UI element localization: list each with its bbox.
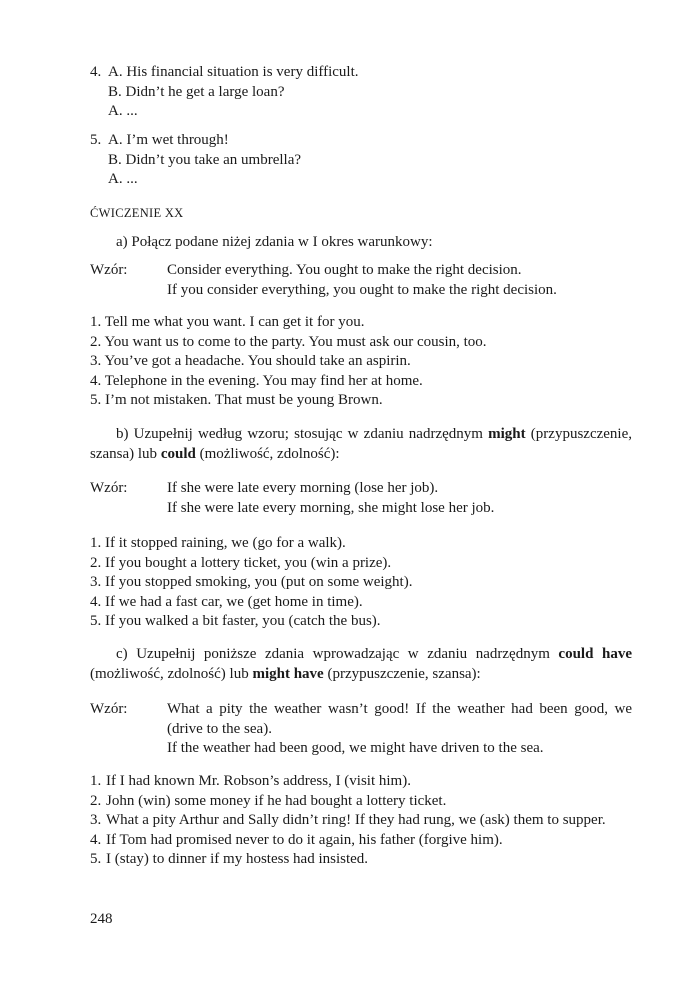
instruction-b: b) Uzupełnij według wzoru; stosując w zdaniu nadrzędnym might (przypuszczenie, szansa) lub could (możliwość, zdolność): — [90, 426, 632, 462]
dialogue-line: A. ... — [108, 103, 138, 119]
example-label: Wzór: — [90, 262, 128, 278]
dialogue-line: B. Didn’t you take an umbrella? — [108, 151, 302, 168]
list-item: 4. If we had a fast car, we (get home in time). — [90, 593, 363, 610]
item-number: 5. — [90, 851, 102, 867]
dialogue-4 — [90, 63, 359, 122]
list-item: 2. You want us to come to the party. You must ask our cousin, too. — [90, 333, 487, 350]
item-number: 3. — [90, 812, 102, 828]
example-line: If she were late every morning, she might lose her job. — [167, 499, 495, 516]
item-text: If I had known Mr. Robson’s address, I (visit him). — [106, 773, 411, 789]
exercise-list-b — [90, 534, 632, 632]
list-item: 5. I’m not mistaken. That must be young Brown. — [90, 392, 383, 408]
exercise-heading: ĆWICZENIE XX — [90, 206, 184, 220]
example-line: Consider everything. You ought to make the right decision. — [167, 262, 522, 278]
list-item: 1. If it stopped raining, we (go for a walk). — [90, 535, 346, 551]
item-number: 4. — [90, 831, 102, 848]
dialogue-line: A. ... — [108, 171, 138, 187]
list-item — [90, 831, 632, 851]
example-line: If the weather had been good, we might have driven to the sea. — [167, 740, 544, 756]
item-number: 1. — [90, 773, 102, 789]
example-c — [90, 700, 632, 759]
item-text: John (win) some money if he had bought a lottery ticket. — [106, 792, 447, 809]
item-text: I (stay) to dinner if my hostess had insisted. — [106, 851, 369, 867]
example-b — [90, 479, 632, 518]
list-item: 2. If you bought a lottery ticket, you (win a prize). — [90, 554, 392, 571]
example-line: If you consider everything, you ought to make the right decision. — [167, 281, 557, 298]
list-item — [90, 811, 632, 831]
exercise-list-c — [90, 772, 632, 870]
list-item — [90, 792, 632, 812]
item-number: 2. — [90, 792, 102, 809]
dialogue-5 — [90, 131, 301, 190]
dialogue-line: A. I’m wet through! — [108, 132, 229, 148]
dialogue-line: A. His financial situation is very difficult. — [108, 64, 359, 80]
example-line: What a pity the weather wasn’t good! If the weather had been good, we (drive to the sea). — [167, 701, 632, 737]
instruction-c: c) Uzupełnij poniższe zdania wprowadzając w zdaniu nadrzędnym could have (możliwość, zdolność) lub might have (przypuszczenie, szansa): — [90, 646, 632, 682]
dialogue-line: B. Didn’t he get a large loan? — [108, 83, 285, 100]
item-text: What a pity Arthur and Sally didn’t ring! If they had rung, we (ask) them to supper. — [106, 812, 606, 828]
keyword-might-have: might have — [252, 665, 324, 682]
list-item: 4. Telephone in the evening. You may find her at home. — [90, 372, 423, 389]
page-number: 248 — [90, 911, 113, 927]
list-item — [90, 850, 632, 870]
list-item: 3. If you stopped smoking, you (put on some weight). — [90, 574, 413, 590]
dialogue-number: 5. — [90, 132, 102, 148]
list-item — [90, 772, 632, 792]
exercise-list-a — [90, 313, 632, 411]
example-a — [90, 261, 632, 300]
keyword-could-have: could have — [558, 646, 632, 662]
example-line: If she were late every morning (lose her job). — [167, 480, 439, 496]
example-label: Wzór: — [90, 701, 128, 717]
list-item: 1. Tell me what you want. I can get it for you. — [90, 314, 365, 330]
list-item: 3. You’ve got a headache. You should take an aspirin. — [90, 353, 411, 369]
keyword-could: could — [160, 445, 196, 462]
item-text: If Tom had promised never to do it again, his father (forgive him). — [106, 831, 503, 848]
keyword-might: might — [488, 426, 526, 442]
list-item: 5. If you walked a bit faster, you (catch the bus). — [90, 613, 381, 629]
dialogue-number: 4. — [90, 64, 102, 80]
instruction-a: a) Połącz podane niżej zdania w I okres warunkowy: — [116, 234, 433, 250]
example-label: Wzór: — [90, 480, 128, 496]
